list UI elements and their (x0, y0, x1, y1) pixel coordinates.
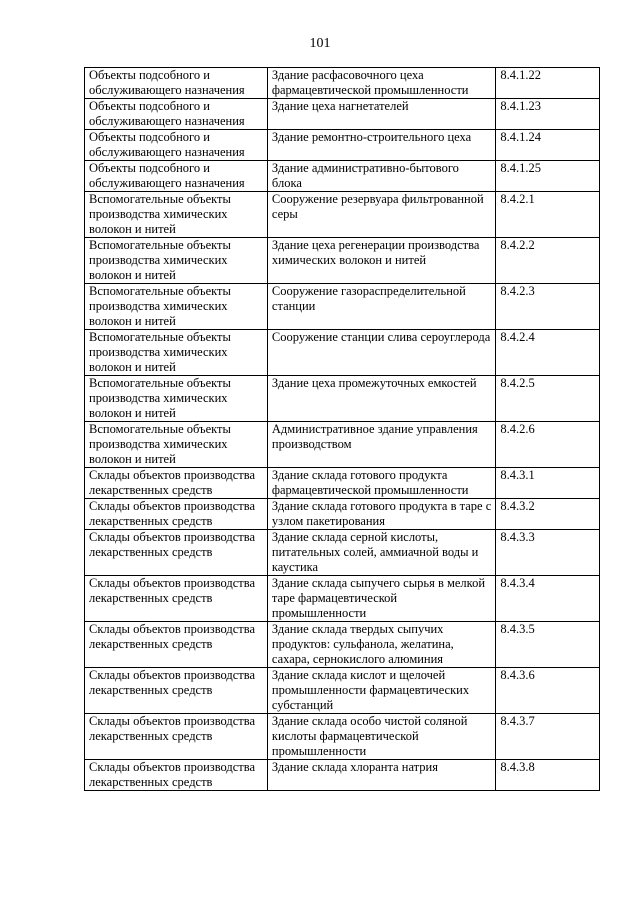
row-name-cell: Здание склада серной кислоты, питательных солей, аммиачной воды и каустика (267, 530, 496, 576)
table-row (85, 284, 600, 330)
row-name-cell: Здание цеха нагнетателей (267, 99, 496, 130)
row-category-cell: Объекты подсобного и обслуживающего назначения (85, 68, 268, 99)
table-row (85, 161, 600, 192)
table-row (85, 99, 600, 130)
objects-table (84, 67, 600, 791)
row-name-cell: Административное здание управления производством (267, 422, 496, 468)
row-code-cell: 8.4.2.6 (496, 422, 600, 468)
table-row (85, 760, 600, 791)
row-category-cell: Склады объектов производства лекарственных средств (85, 714, 268, 760)
row-category-cell: Вспомогательные объекты производства химических волокон и нитей (85, 192, 268, 238)
table-row (85, 330, 600, 376)
row-name-cell: Здание склада хлоранта натрия (267, 760, 496, 791)
table-row (85, 530, 600, 576)
table-row (85, 238, 600, 284)
table-row (85, 68, 600, 99)
row-name-cell: Сооружение резервуара фильтрованной серы (267, 192, 496, 238)
table-row (85, 192, 600, 238)
row-code-cell: 8.4.3.5 (496, 622, 600, 668)
row-code-cell: 8.4.1.25 (496, 161, 600, 192)
row-category-cell: Склады объектов производства лекарственных средств (85, 760, 268, 791)
row-code-cell: 8.4.2.4 (496, 330, 600, 376)
table-row (85, 422, 600, 468)
row-category-cell: Вспомогательные объекты производства химических волокон и нитей (85, 330, 268, 376)
row-category-cell: Объекты подсобного и обслуживающего назначения (85, 99, 268, 130)
page-number: 101 (309, 36, 331, 51)
row-category-cell: Склады объектов производства лекарственных средств (85, 576, 268, 622)
row-category-cell: Вспомогательные объекты производства химических волокон и нитей (85, 238, 268, 284)
row-name-cell: Здание цеха промежуточных емкостей (267, 376, 496, 422)
table-row (85, 576, 600, 622)
row-category-cell: Объекты подсобного и обслуживающего назначения (85, 161, 268, 192)
row-code-cell: 8.4.2.3 (496, 284, 600, 330)
row-name-cell: Здание склада сыпучего сырья в мелкой таре фармацевтической промышленности (267, 576, 496, 622)
row-category-cell: Склады объектов производства лекарственных средств (85, 668, 268, 714)
row-name-cell: Здание склада твердых сыпучих продуктов: сульфанола, желатина, сахара, сернокислого алюминия (267, 622, 496, 668)
row-name-cell: Здание цеха регенерации производства химических волокон и нитей (267, 238, 496, 284)
row-name-cell: Здание склада кислот и щелочей промышленности фармацевтических субстанций (267, 668, 496, 714)
row-code-cell: 8.4.1.24 (496, 130, 600, 161)
row-category-cell: Склады объектов производства лекарственных средств (85, 499, 268, 530)
row-category-cell: Склады объектов производства лекарственных средств (85, 530, 268, 576)
row-category-cell: Склады объектов производства лекарственных средств (85, 468, 268, 499)
row-name-cell: Здание административно-бытового блока (267, 161, 496, 192)
objects-table-body (85, 68, 600, 791)
row-name-cell: Здание склада особо чистой соляной кислоты фармацевтической промышленности (267, 714, 496, 760)
row-code-cell: 8.4.1.23 (496, 99, 600, 130)
row-code-cell: 8.4.3.7 (496, 714, 600, 760)
row-code-cell: 8.4.3.1 (496, 468, 600, 499)
row-category-cell: Объекты подсобного и обслуживающего назначения (85, 130, 268, 161)
table-row (85, 130, 600, 161)
row-name-cell: Здание склада готового продукта фармацевтической промышленности (267, 468, 496, 499)
table-row (85, 668, 600, 714)
table-row (85, 714, 600, 760)
row-category-cell: Вспомогательные объекты производства химических волокон и нитей (85, 376, 268, 422)
row-category-cell: Склады объектов производства лекарственных средств (85, 622, 268, 668)
row-name-cell: Здание расфасовочного цеха фармацевтической промышленности (267, 68, 496, 99)
row-code-cell: 8.4.3.2 (496, 499, 600, 530)
table-row (85, 622, 600, 668)
row-code-cell: 8.4.1.22 (496, 68, 600, 99)
row-code-cell: 8.4.2.5 (496, 376, 600, 422)
row-name-cell: Здание ремонтно-строительного цеха (267, 130, 496, 161)
row-category-cell: Вспомогательные объекты производства химических волокон и нитей (85, 422, 268, 468)
row-code-cell: 8.4.2.1 (496, 192, 600, 238)
table-row (85, 468, 600, 499)
row-code-cell: 8.4.3.8 (496, 760, 600, 791)
row-name-cell: Сооружение газораспределительной станции (267, 284, 496, 330)
row-name-cell: Здание склада готового продукта в таре с узлом пакетирования (267, 499, 496, 530)
row-code-cell: 8.4.3.3 (496, 530, 600, 576)
row-name-cell: Сооружение станции слива сероуглерода (267, 330, 496, 376)
row-code-cell: 8.4.3.4 (496, 576, 600, 622)
row-code-cell: 8.4.2.2 (496, 238, 600, 284)
row-code-cell: 8.4.3.6 (496, 668, 600, 714)
row-category-cell: Вспомогательные объекты производства химических волокон и нитей (85, 284, 268, 330)
table-row (85, 376, 600, 422)
table-row (85, 499, 600, 530)
